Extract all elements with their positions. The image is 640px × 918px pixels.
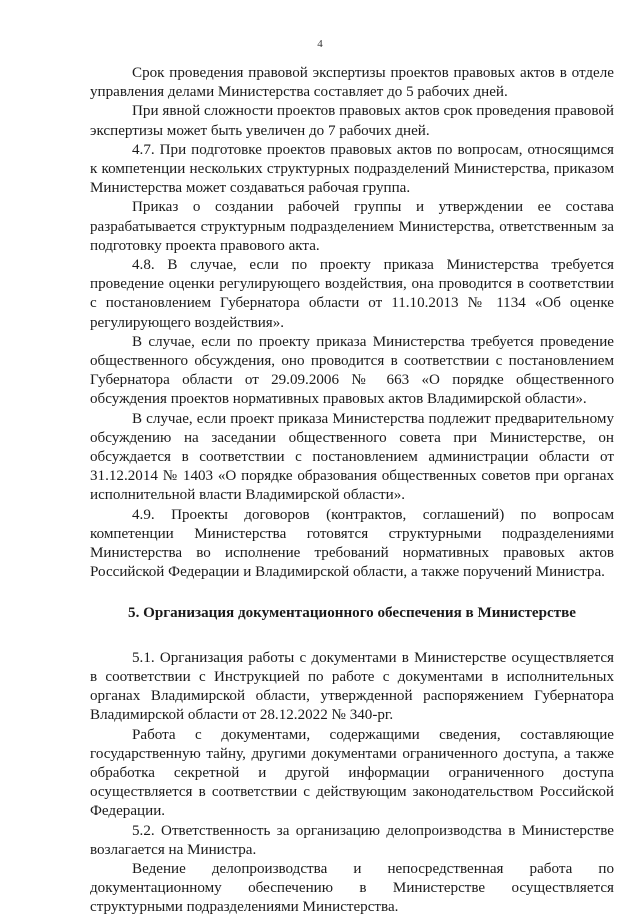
paragraph: 4.7. При подготовке проектов правовых актов по вопросам, относящимся к компетенции нескольких структурных подразделений Министерства, приказом Министерства может создаваться рабочая группа. (90, 141, 614, 197)
paragraph: Срок проведения правовой экспертизы проектов правовых актов в отделе управления делами Министерства составляет до 5 рабочих дней. (90, 65, 614, 101)
paragraph: 5.2. Ответственность за организацию делопроизводства в Министерстве возлагается на Министра. (90, 822, 614, 858)
paragraph: При явной сложности проектов правовых актов срок проведения правовой экспертизы может быть увеличен до 7 рабочих дней. (90, 103, 614, 139)
paragraph: Работа с документами, содержащими сведения, составляющие государственную тайну, другими документами ограниченного доступа, а также обработка секретной и другой информации ограниченного доступа осуществляется в соответствии с действующим законодательством Российской Федерации. (90, 726, 614, 820)
paragraph: 4.8. В случае, если по проекту приказа Министерства требуется проведение оценки регулирующего воздействия, она проводится в соответствии с постановлением Губернатора области от 11.10.2013 № 1134 «Об оценке регулирующего воздействия». (90, 257, 614, 331)
paragraph: 5.1. Организация работы с документами в Министерстве осуществляется в соответствии с Инструкцией по работе с документами в исполнительных органах Владимирской области, утвержденной распоряжением Губернатора Владимирской области от 28.12.2022 № 340-рг. (90, 649, 614, 724)
page-number: 4 (317, 38, 323, 50)
paragraph: В случае, если по проекту приказа Министерства требуется проведение общественного обсуждения, оно проводится в соответствии с постановлением Губернатора области от 29.09.2006 № 663 «О порядке общественного обсуждения проектов нормативных правовых актов Владимирской области». (90, 333, 614, 408)
paragraph: В случае, если проект приказа Министерства подлежит предварительному обсуждению на заседании общественного совета при Министерстве, он обсуждается в соответствии с постановлением администрации области от 31.12.2014 № 1403 «О порядке образования общественных советов при органах исполнительной власти Владимирской области». (90, 410, 614, 504)
paragraph: Приказ о создании рабочей группы и утверждении ее состава разрабатывается структурным подразделением Министерства, ответственным за подготовку проекта правового акта. (90, 199, 614, 254)
section-heading: 5. Организация документационного обеспечения в Министерстве (128, 605, 576, 622)
document-body (90, 64, 614, 918)
paragraph: 4.9. Проекты договоров (контрактов, соглашений) по вопросам компетенции Министерства готовятся структурными подразделениями Министерства во исполнение требований нормативных правовых актов Российской Федерации и Владимирской области, а также поручений Министра. (90, 506, 614, 581)
paragraph: Ведение делопроизводства и непосредственная работа по документационному обеспечению в Министерстве осуществляется структурными подразделениями Министерства. (90, 860, 614, 916)
